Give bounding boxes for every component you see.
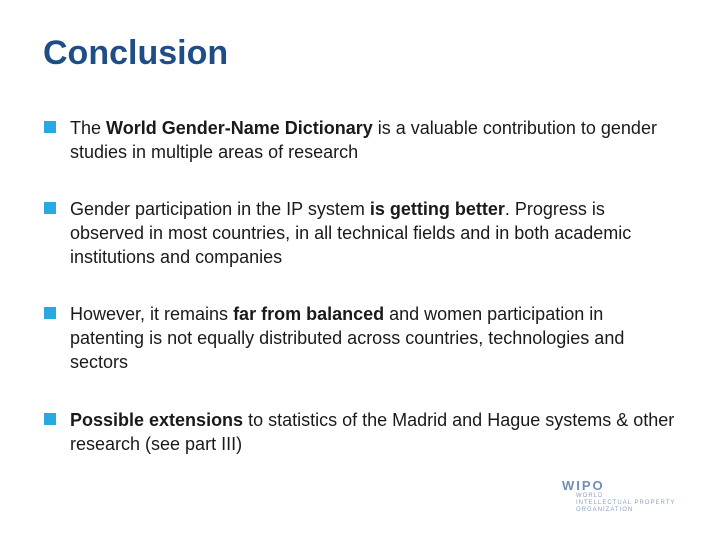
bullet-text — [70, 116, 682, 164]
bullet-text-part: The — [70, 118, 107, 138]
wipo-logo-line: ORGANIZATION — [576, 507, 634, 513]
wipo-logo-line: WORLD — [576, 493, 604, 499]
wipo-logo-mark: WIPO — [562, 478, 605, 493]
bullet-text-bold: World Gender-Name Dictionary — [106, 118, 373, 138]
bullet-text — [70, 408, 682, 456]
square-bullet-icon — [44, 121, 56, 133]
bullet-text-bold: is getting better — [369, 199, 505, 219]
bullet-text-part: is a valuable contribution to gender studies in multiple areas of research — [70, 118, 657, 162]
bullet-text-part: However, it remains — [70, 304, 234, 324]
bullet-text-bold: Possible extensions — [70, 410, 244, 430]
wipo-logo — [562, 478, 692, 518]
bullet-text-bold: far from balanced — [233, 304, 385, 324]
slide-title: Conclusion — [43, 34, 229, 72]
square-bullet-icon — [44, 413, 56, 425]
bullet-text-part: . Progress is observed in most countries, in all technical fields and in both academic institutions and companies — [70, 199, 632, 267]
square-bullet-icon — [44, 307, 56, 319]
bullet-text-part: and women participation in patenting is not equally distributed across countries, technologies and sectors — [70, 304, 625, 372]
bullet-text — [70, 302, 682, 374]
square-bullet-icon — [44, 202, 56, 214]
bullet-text-part: Gender participation in the IP system — [70, 199, 370, 219]
wipo-logo-line: INTELLECTUAL PROPERTY — [576, 500, 676, 506]
bullet-text — [70, 197, 682, 269]
bullet-text-part: to statistics of the Madrid and Hague systems & other research (see part III) — [70, 410, 675, 454]
